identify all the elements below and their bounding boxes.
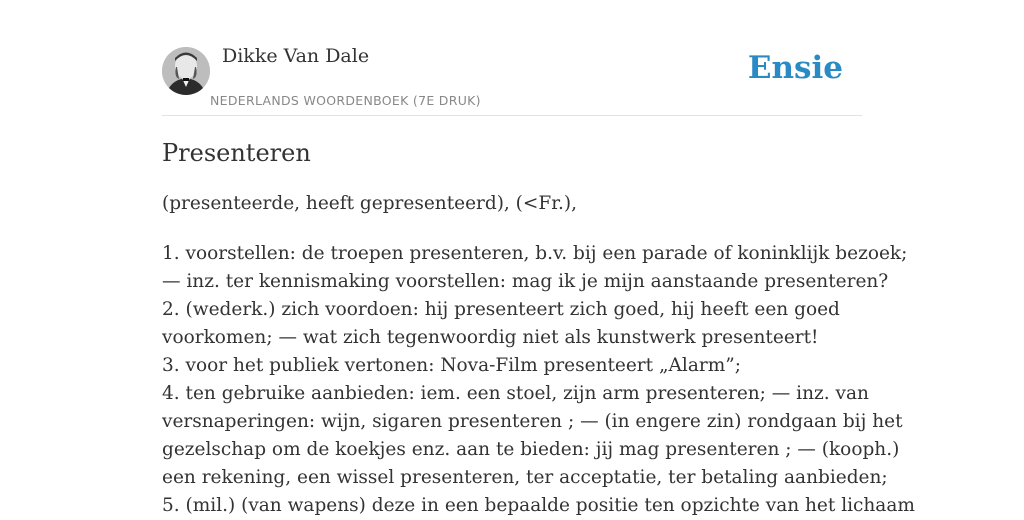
definition-line: 2. (wederk.) zich voordoen: hij presenteert zich goed, hij heeft een goed <box>162 299 840 320</box>
definition-line: gezelschap om de koekjes enz. aan te bieden: jij mag presenteren ; — (kooph.) <box>162 439 900 460</box>
source-name[interactable]: NEDERLANDS WOORDENBOEK (7E DRUK) <box>210 93 481 108</box>
definition-line: voorkomen; — wat zich tegenwoordig niet als kunstwerk presenteert! <box>162 327 819 348</box>
definition-line: — inz. ter kennismaking voorstellen: mag ik je mijn aanstaande presenteren? <box>162 271 889 292</box>
author-avatar[interactable] <box>162 47 210 95</box>
page <box>162 0 915 516</box>
definition-line: een rekening, een wissel presenteren, ter acceptatie, ter betaling aanbieden; <box>162 467 888 488</box>
entry-header <box>162 0 862 116</box>
definition-line: 4. ten gebruike aanbieden: iem. een stoel, zijn arm presenteren; — inz. van <box>162 383 869 404</box>
entry-term: Presenteren <box>162 139 311 167</box>
portrait-image <box>162 47 210 95</box>
brand-logo[interactable]: Ensie <box>747 50 843 86</box>
definition-line: versnaperingen: wijn, sigaren presenteren ; — (in engere zin) rondgaan bij het <box>162 411 903 432</box>
definition-line: 5. (mil.) (van wapens) deze in een bepaalde positie ten opzichte van het lichaam <box>162 495 915 516</box>
author-name[interactable]: Dikke Van Dale <box>222 45 370 67</box>
definition-line: 1. voorstellen: de troepen presenteren, b.v. bij een parade of koninklijk bezoek; <box>162 243 908 264</box>
definition-line: 3. voor het publiek vertonen: Nova-Film presenteert „Alarm”; <box>162 355 741 376</box>
entry-grammar: (presenteerde, heeft gepresenteerd), (<Fr.), <box>162 193 578 214</box>
entry-definition <box>162 240 915 520</box>
